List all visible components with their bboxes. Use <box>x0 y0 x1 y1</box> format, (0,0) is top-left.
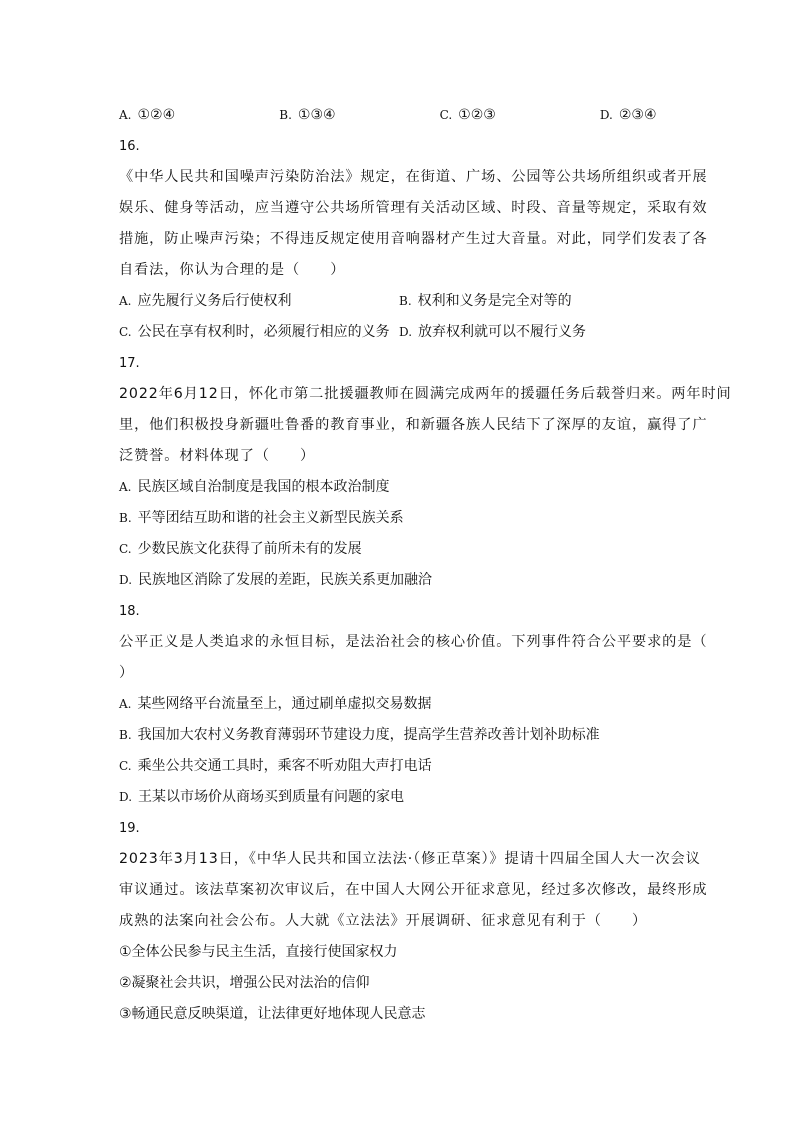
q16-stem-line: 娱乐、健身等活动，应当遵守公共场所管理有关活动区域、时段、音量等规定，采取有效 <box>119 200 708 216</box>
q17-number: 17. <box>119 356 140 371</box>
q19-number: 19. <box>119 821 140 836</box>
q16-number: 16. <box>119 139 140 154</box>
q18-option-c[interactable]: C. 乘坐公共交通工具时，乘客不听劝阻大声打电话 <box>119 758 432 774</box>
q16-options-row-2 <box>119 317 679 348</box>
q16-options-row-1 <box>119 286 679 317</box>
q16-stem-line: 《中华人民共和国噪声污染防治法》规定，在街道、广场、公园等公共场所组织或者开展 <box>119 169 708 185</box>
q18-stem-line: ） <box>119 665 135 681</box>
q17-stem-line: 2022年6月12日，怀化市第二批援疆教师在圆满完成两年的援疆任务后载誉归来。两年时间 <box>119 386 732 402</box>
q16-option-d[interactable]: D. 放弃权利就可以不履行义务 <box>399 324 587 340</box>
q17-option-d[interactable]: D. 民族地区消除了发展的差距，民族关系更加融洽 <box>119 572 433 588</box>
q16-stem-line: 措施，防止噪声污染；不得违反规定使用音响器材产生过大音量。对此，同学们发表了各 <box>119 231 708 247</box>
q19-item-1: ①全体公民参与民主生活，直接行使国家权力 <box>119 944 398 960</box>
q18-stem <box>119 627 708 689</box>
q19-stem <box>119 844 708 937</box>
q15-option-d[interactable]: D. ②③④ <box>599 107 657 123</box>
q16-option-a[interactable]: A. 应先履行义务后行使权利 <box>119 293 292 309</box>
q17-option-c[interactable]: C. 少数民族文化获得了前所未有的发展 <box>119 541 362 557</box>
q17-stem-line: 里，他们积极投身新疆吐鲁番的教育事业，和新疆各族人民结下了深厚的友谊，赢得了广 <box>119 417 708 433</box>
exam-page <box>119 100 732 1030</box>
q15-option-a[interactable]: A. ①②④ <box>119 107 176 123</box>
q18-option-b[interactable]: B. 我国加大农村义务教育薄弱环节建设力度，提高学生营养改善计划补助标准 <box>119 727 600 743</box>
q16-stem-line: 自看法，你认为合理的是（ ） <box>119 262 346 278</box>
q15-option-c[interactable]: C. ①②③ <box>439 107 496 123</box>
q16-option-c[interactable]: C. 公民在享有权利时，必须履行相应的义务 <box>119 324 390 340</box>
q19-item-3: ③畅通民意反映渠道，让法律更好地体现人民意志 <box>119 1006 426 1022</box>
q17-option-a[interactable]: A. 民族区域自治制度是我国的根本政治制度 <box>119 479 390 495</box>
q19-item-2: ②凝聚社会共识，增强公民对法治的信仰 <box>119 975 370 991</box>
q18-option-a[interactable]: A. 某些网络平台流量至上，通过刷单虚拟交易数据 <box>119 696 432 712</box>
q19-stem-line: 成熟的法案向社会公布。人大就《立法法》开展调研、征求意见有利于（ ） <box>119 913 648 929</box>
q17-option-b[interactable]: B. 平等团结互助和谐的社会主义新型民族关系 <box>119 510 404 526</box>
q18-option-d[interactable]: D. 王某以市场价从商场买到质量有问题的家电 <box>119 789 405 805</box>
q18-number: 18. <box>119 604 140 619</box>
q15-option-b[interactable]: B. ①③④ <box>279 107 336 123</box>
q19-stem-line: 2023年3月13日，《中华人民共和国立法法·（修正草案）》提请十四届全国人大一次会议 <box>119 851 701 867</box>
q16-stem <box>119 162 708 286</box>
q18-stem-line: 公平正义是人类追求的永恒目标，是法治社会的核心价值。下列事件符合公平要求的是（ <box>119 634 708 650</box>
q19-stem-line: 审议通过。该法草案初次审议后，在中国人大网公开征求意见，经过多次修改，最终形成 <box>119 882 708 898</box>
q17-stem <box>119 379 732 472</box>
q17-stem-line: 泛赞誉。材料体现了（ ） <box>119 448 316 464</box>
q15-options <box>119 100 679 131</box>
q16-option-b[interactable]: B. 权利和义务是完全对等的 <box>399 293 572 309</box>
